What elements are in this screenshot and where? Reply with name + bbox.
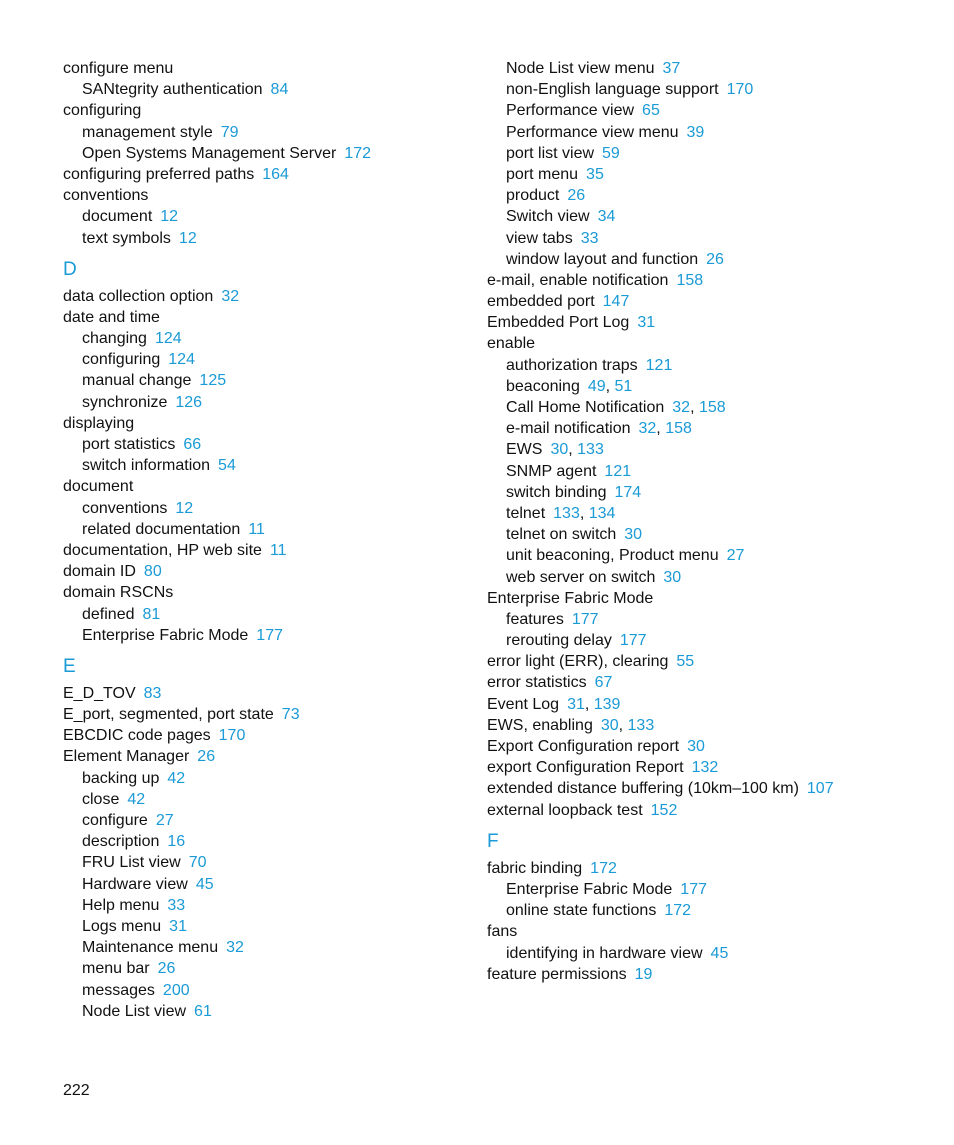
index-term: data collection option (63, 287, 214, 305)
index-term: changing (82, 330, 147, 348)
page-link[interactable]: 32 (672, 399, 691, 416)
page-link[interactable]: 170 (726, 81, 754, 99)
page-link[interactable]: 132 (691, 759, 719, 777)
page-link[interactable]: 26 (567, 187, 586, 205)
page-link[interactable]: 73 (281, 706, 300, 724)
index-column-left (63, 58, 483, 1022)
index-subentry (487, 482, 927, 503)
index-subentry (63, 434, 483, 455)
index-term: unit beaconing, Product menu (506, 547, 719, 565)
index-term: identifying in hardware view (506, 944, 703, 962)
index-term: Node List view menu (506, 60, 655, 77)
index-entry (487, 291, 927, 312)
index-subentry (63, 206, 483, 227)
index-entry (63, 100, 483, 121)
page-link[interactable]: 158 (676, 271, 704, 289)
index-term: fabric binding (487, 859, 583, 877)
index-term: telnet on switch (506, 526, 617, 544)
page-link[interactable]: 158 (698, 399, 726, 416)
page-link[interactable]: 33 (580, 229, 599, 247)
index-subentry: beaconing 49, 51 (506, 377, 633, 395)
page-link[interactable]: 172 (664, 902, 692, 920)
index-entry (63, 561, 483, 582)
index-term: EWS (506, 441, 543, 459)
index-term: synchronize (82, 393, 168, 411)
index-subentry (63, 937, 483, 958)
page-link[interactable]: 121 (645, 356, 673, 374)
index-entry (63, 185, 483, 206)
index-entry (487, 333, 927, 354)
page-link[interactable]: 59 (602, 144, 620, 162)
index-term: Logs menu (82, 917, 162, 935)
page-link[interactable]: 79 (220, 123, 239, 141)
index-term: document (82, 208, 153, 226)
page-link[interactable]: 83 (143, 684, 162, 702)
index-subentry (63, 79, 483, 100)
index-subentry (487, 143, 927, 164)
page-link[interactable]: 16 (167, 833, 186, 851)
index-subentry (63, 392, 483, 413)
index-term: authorization traps (506, 356, 638, 374)
index-subentry (487, 58, 927, 79)
index-term: fans (487, 923, 518, 941)
page-link[interactable]: 51 (614, 377, 633, 395)
page-link[interactable]: 12 (160, 208, 179, 226)
page-link[interactable]: 164 (262, 165, 289, 183)
index-term: Export Configuration report (487, 738, 680, 755)
page-link[interactable]: 31 (637, 314, 656, 332)
index-subentry (487, 943, 927, 964)
page-link[interactable]: 27 (155, 812, 174, 829)
index-term: description (82, 833, 160, 851)
page-link[interactable]: 12 (178, 229, 197, 247)
index-term: Enterprise Fabric Mode (82, 626, 249, 644)
index-term: related documentation (82, 520, 241, 538)
index-term: documentation, HP web site (63, 541, 262, 559)
page-number: 222 (63, 1082, 90, 1099)
index-subentry (487, 206, 927, 227)
index-subentry (63, 122, 483, 143)
index-term: port menu (506, 165, 579, 183)
index-subentry (487, 524, 927, 545)
index-subentry (63, 789, 483, 810)
page-link[interactable]: 66 (183, 436, 202, 453)
index-entry (487, 858, 927, 879)
index-term: Node List view (82, 1002, 187, 1020)
index-entry (487, 778, 927, 799)
page-link[interactable]: 32 (221, 287, 240, 305)
index-subentry (487, 545, 927, 566)
index-term: Enterprise Fabric Mode (487, 589, 654, 607)
page-link[interactable]: 170 (218, 727, 246, 745)
index-term: configure (82, 812, 148, 829)
index-entry (63, 58, 483, 79)
page-link[interactable]: 30 (550, 441, 569, 459)
index-subentry (487, 630, 927, 651)
index-term: switch binding (506, 483, 607, 501)
index-term: EBCDIC code pages (63, 727, 211, 745)
page-link[interactable]: 26 (157, 960, 176, 978)
page-link[interactable]: 125 (199, 372, 227, 390)
index-term: port list view (506, 144, 595, 162)
page-link[interactable]: 121 (604, 462, 632, 480)
index-term: beaconing (506, 377, 580, 395)
page-link[interactable]: 32 (226, 939, 244, 957)
index-subentry (63, 895, 483, 916)
page-link[interactable]: 177 (619, 632, 647, 650)
index-term: Enterprise Fabric Mode (506, 880, 673, 898)
index-term: Hardware view (82, 875, 188, 893)
index-term: Call Home Notification (506, 399, 665, 416)
page-link[interactable]: 81 (142, 605, 161, 623)
index-term: configuring preferred paths (63, 165, 255, 183)
index-entry (63, 413, 483, 434)
index-term: view tabs (506, 229, 573, 247)
index-subentry (487, 567, 927, 588)
page-link[interactable]: 61 (194, 1002, 212, 1020)
index-term: Embedded Port Log (487, 314, 630, 332)
index-subentry (63, 1001, 483, 1022)
page-link[interactable]: 177 (256, 626, 283, 644)
page-link[interactable]: 133 (577, 441, 604, 459)
index-entry (487, 270, 927, 291)
index-subentry (63, 916, 483, 937)
index-term: Performance view (506, 102, 635, 120)
page-link[interactable]: 32 (638, 420, 657, 438)
page-link[interactable]: 126 (175, 393, 203, 411)
index-subentry: EWS 30, 133 (506, 441, 604, 459)
page-link[interactable]: 107 (806, 780, 834, 798)
index-entry (487, 588, 927, 609)
page-link[interactable]: 49 (587, 377, 606, 395)
index-term: Open Systems Management Server (82, 144, 337, 162)
section-letter: F (487, 830, 499, 852)
index-term: domain ID (63, 563, 136, 581)
section-letter: E (63, 655, 76, 677)
page-link[interactable]: 84 (270, 81, 289, 99)
page-link[interactable]: 33 (167, 896, 186, 914)
index-entry (487, 921, 927, 942)
index-subentry (487, 228, 927, 249)
page-link[interactable]: 27 (726, 547, 745, 565)
index-term: Event Log (487, 695, 560, 713)
index-subentry (63, 852, 483, 873)
index-subentry (487, 164, 927, 185)
page-link[interactable]: 26 (706, 250, 724, 268)
index-subentry (63, 143, 483, 164)
index-subentry (487, 900, 927, 921)
page-link[interactable]: 177 (680, 880, 707, 898)
index-term: close (82, 790, 120, 808)
index-term: product (506, 187, 560, 205)
index-term: EWS, enabling (487, 716, 593, 734)
index-term: configuring (82, 351, 161, 369)
index-entry (487, 651, 927, 672)
index-entry: EWS, enabling 30, 133 (487, 716, 655, 734)
index-subentry (487, 879, 927, 900)
page-link[interactable]: 26 (197, 748, 216, 766)
index-term: conventions (82, 499, 168, 517)
index-entry (63, 582, 483, 603)
page-link[interactable]: 134 (588, 504, 616, 522)
index-term: configuring (63, 102, 142, 120)
index-subentry (487, 355, 927, 376)
index-subentry (63, 831, 483, 852)
index-subentry (63, 455, 483, 476)
index-entry (487, 672, 927, 693)
index-term: E_D_TOV (63, 684, 136, 702)
index-term: Element Manager (63, 748, 190, 766)
index-entry (487, 757, 927, 778)
index-term: embedded port (487, 293, 595, 311)
page-link[interactable]: 42 (167, 769, 186, 787)
index-subentry (63, 768, 483, 789)
index-term: telnet (506, 504, 546, 522)
index-column-right (487, 58, 927, 985)
index-term: web server on switch (506, 568, 656, 586)
page-link[interactable]: 177 (571, 610, 599, 628)
page-link[interactable]: 133 (627, 716, 655, 734)
index-term: menu bar (82, 960, 150, 978)
index-term: e-mail, enable notification (487, 271, 669, 289)
index-subentry (63, 980, 483, 1001)
index-term: switch information (82, 457, 211, 475)
index-subentry (63, 519, 483, 540)
section-letter: D (63, 258, 77, 280)
index-subentry (63, 349, 483, 370)
page-link[interactable]: 158 (665, 420, 692, 438)
index-subentry (63, 625, 483, 646)
page-link[interactable]: 42 (127, 790, 146, 808)
index-term: external loopback test (487, 801, 643, 819)
index-term: extended distance buffering (10km–100 km) (487, 780, 799, 798)
index-subentry (63, 604, 483, 625)
index-term: E_port, segmented, port state (63, 706, 274, 724)
index-term: backing up (82, 769, 160, 787)
page-link[interactable]: 147 (602, 293, 630, 311)
page-link[interactable]: 11 (248, 520, 265, 538)
index-entry (487, 964, 927, 985)
page-link[interactable]: 35 (586, 165, 604, 183)
index-entry (487, 312, 927, 333)
index-entry (63, 725, 483, 746)
index-subentry (63, 958, 483, 979)
index-term: SANtegrity authentication (82, 81, 263, 99)
page-link[interactable]: 172 (344, 144, 372, 162)
page-link[interactable]: 30 (663, 568, 682, 586)
index-subentry: telnet 133, 134 (506, 504, 616, 522)
page-link[interactable]: 11 (269, 541, 287, 559)
index-term: error statistics (487, 674, 587, 692)
index-term: Help menu (82, 896, 160, 914)
index-subentry (487, 185, 927, 206)
page-link[interactable]: 124 (154, 330, 182, 348)
index-term: port statistics (82, 436, 176, 453)
index-term: non-English language support (506, 81, 719, 99)
index-term: domain RSCNs (63, 584, 174, 602)
page-link[interactable]: 139 (593, 695, 621, 713)
page-link[interactable]: 152 (650, 801, 678, 819)
index-subentry (487, 100, 927, 121)
index-entry (63, 540, 483, 561)
index-term: text symbols (82, 229, 171, 247)
page-link[interactable]: 80 (143, 563, 162, 581)
page-link[interactable]: 172 (590, 859, 617, 877)
index-subentry (487, 609, 927, 630)
page-link[interactable]: 30 (687, 738, 705, 755)
index-subentry (63, 228, 483, 249)
index-term: configure menu (63, 60, 174, 77)
page-link[interactable]: 39 (686, 123, 705, 141)
index-entry (487, 736, 927, 757)
index-subentry (487, 249, 927, 270)
index-term: Switch view (506, 208, 590, 226)
index-entry (63, 683, 483, 704)
index-term: Performance view menu (506, 123, 679, 141)
index-subentry (487, 122, 927, 143)
index-term: error light (ERR), clearing (487, 653, 669, 671)
page-link[interactable]: 12 (175, 499, 194, 517)
page-link[interactable]: 19 (634, 965, 653, 983)
index-entry (63, 286, 483, 307)
index-entry (63, 704, 483, 725)
index-term: messages (82, 981, 155, 999)
page-link[interactable]: 34 (597, 208, 616, 226)
page-link[interactable]: 200 (162, 981, 190, 999)
index-entry (487, 800, 927, 821)
page-link[interactable]: 30 (600, 716, 619, 734)
index-term: SNMP agent (506, 462, 597, 480)
index-entry (63, 307, 483, 328)
index-term: e-mail notification (506, 420, 631, 438)
page-link[interactable]: 70 (188, 854, 207, 872)
index-term: management style (82, 123, 213, 141)
page-link[interactable]: 37 (662, 60, 681, 77)
index-term: rerouting delay (506, 632, 612, 650)
page-link[interactable]: 65 (642, 102, 660, 120)
index-term: FRU List view (82, 854, 181, 872)
index-subentry: e-mail notification 32, 158 (506, 420, 692, 438)
index-subentry (63, 874, 483, 895)
page-link[interactable]: 45 (195, 875, 214, 893)
index-subentry (63, 810, 483, 831)
index-subentry (63, 498, 483, 519)
index-entry (63, 164, 483, 185)
index-subentry (63, 370, 483, 391)
index-subentry (487, 461, 927, 482)
page-link[interactable]: 55 (676, 653, 695, 671)
index-entry (63, 476, 483, 497)
index-subentry (487, 79, 927, 100)
index-subentry (63, 328, 483, 349)
index-term: feature permissions (487, 965, 627, 983)
page-link[interactable]: 124 (168, 351, 195, 369)
index-term: export Configuration Report (487, 759, 684, 777)
index-term: features (506, 610, 564, 628)
index-term: conventions (63, 187, 149, 205)
index-term: manual change (82, 372, 192, 390)
index-entry: Event Log 31, 139 (487, 695, 621, 713)
index-term: defined (82, 605, 135, 623)
page-link[interactable]: 31 (169, 917, 187, 935)
index-term: date and time (63, 308, 160, 326)
index-term: document (63, 478, 134, 496)
page-link[interactable]: 133 (553, 504, 580, 522)
page-link[interactable]: 31 (567, 695, 585, 713)
index-term: enable (487, 335, 536, 353)
page-link[interactable]: 67 (594, 674, 613, 692)
index-term: online state functions (506, 902, 657, 920)
page-link[interactable]: 174 (614, 483, 642, 501)
index-subentry: Call Home Notification 32, 158 (506, 399, 726, 416)
page-link[interactable]: 30 (624, 526, 643, 544)
page-link[interactable]: 45 (710, 944, 729, 962)
index-term: displaying (63, 414, 135, 432)
page-link[interactable]: 54 (218, 457, 236, 475)
index-term: window layout and function (506, 250, 699, 268)
index-entry (63, 746, 483, 767)
index-term: Maintenance menu (82, 939, 219, 957)
